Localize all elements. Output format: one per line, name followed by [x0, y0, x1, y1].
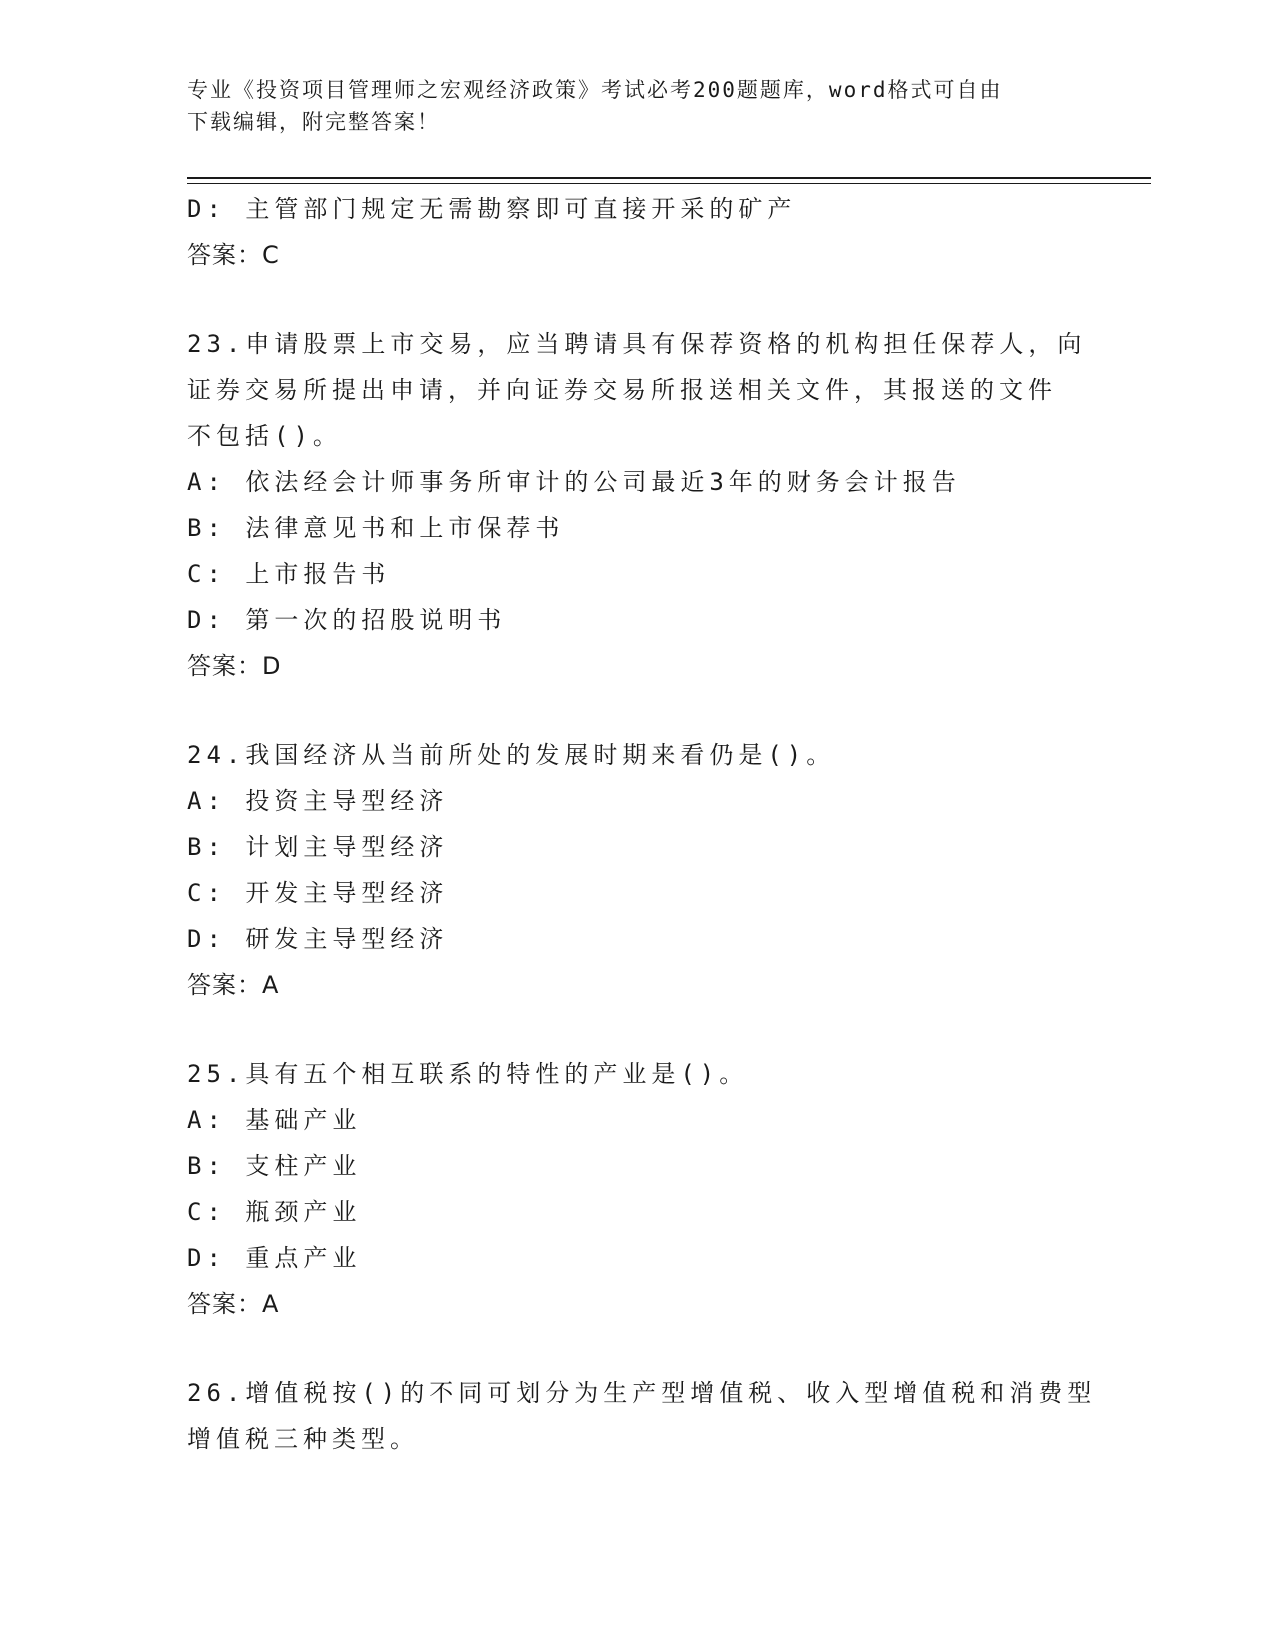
question-gap [187, 278, 1087, 321]
header-rule-thin [187, 183, 1151, 184]
option-d: D: 第一次的招股说明书 [187, 606, 507, 634]
question-gap [187, 689, 1087, 732]
option-c: C: 瓶颈产业 [187, 1198, 362, 1226]
header-rule-thick [187, 177, 1151, 179]
document-header [187, 74, 1087, 138]
option-d: D: 重点产业 [187, 1244, 362, 1272]
option-d: D: 主管部门规定无需勘察即可直接开采的矿产 [187, 195, 797, 223]
answer: 答案：D [187, 652, 282, 680]
question-list [187, 186, 1097, 1462]
question-24 [187, 732, 1087, 1008]
question-stem-continued: 不包括()。 [187, 422, 342, 450]
question-stem-continued: 证券交易所提出申请，并向证券交易所报送相关文件，其报送的文件 [187, 376, 1057, 404]
option-a: A: 投资主导型经济 [187, 787, 449, 815]
question-26 [187, 1370, 1097, 1462]
option-b: B: 支柱产业 [187, 1152, 362, 1180]
question-25 [187, 1051, 1087, 1327]
question-stem: 25.具有五个相互联系的特性的产业是()。 [187, 1060, 749, 1088]
option-b: B: 法律意见书和上市保荐书 [187, 514, 565, 542]
header-line-1: 专业《投资项目管理师之宏观经济政策》考试必考200题题库，word格式可自由 [187, 78, 1003, 102]
option-a: A: 依法经会计师事务所审计的公司最近3年的财务会计报告 [187, 468, 961, 496]
option-c: C: 上市报告书 [187, 560, 391, 588]
question-23 [187, 321, 1087, 689]
answer: 答案：A [187, 1290, 280, 1318]
option-c: C: 开发主导型经济 [187, 879, 449, 907]
option-b: B: 计划主导型经济 [187, 833, 449, 861]
question-22-tail [187, 186, 1087, 278]
answer: 答案：C [187, 241, 280, 269]
option-d: D: 研发主导型经济 [187, 925, 449, 953]
answer: 答案：A [187, 971, 280, 999]
question-stem: 26.增值税按()的不同可划分为生产型增值税、收入型增值税和消费型 [187, 1379, 1097, 1407]
question-stem: 24.我国经济从当前所处的发展时期来看仍是()。 [187, 741, 836, 769]
option-a: A: 基础产业 [187, 1106, 362, 1134]
question-gap [187, 1008, 1087, 1051]
question-stem: 23.申请股票上市交易，应当聘请具有保荐资格的机构担任保荐人，向 [187, 330, 1087, 358]
question-stem-continued: 增值税三种类型。 [187, 1425, 419, 1453]
header-line-2: 下载编辑，附完整答案！ [187, 110, 440, 134]
question-gap [187, 1327, 1087, 1370]
